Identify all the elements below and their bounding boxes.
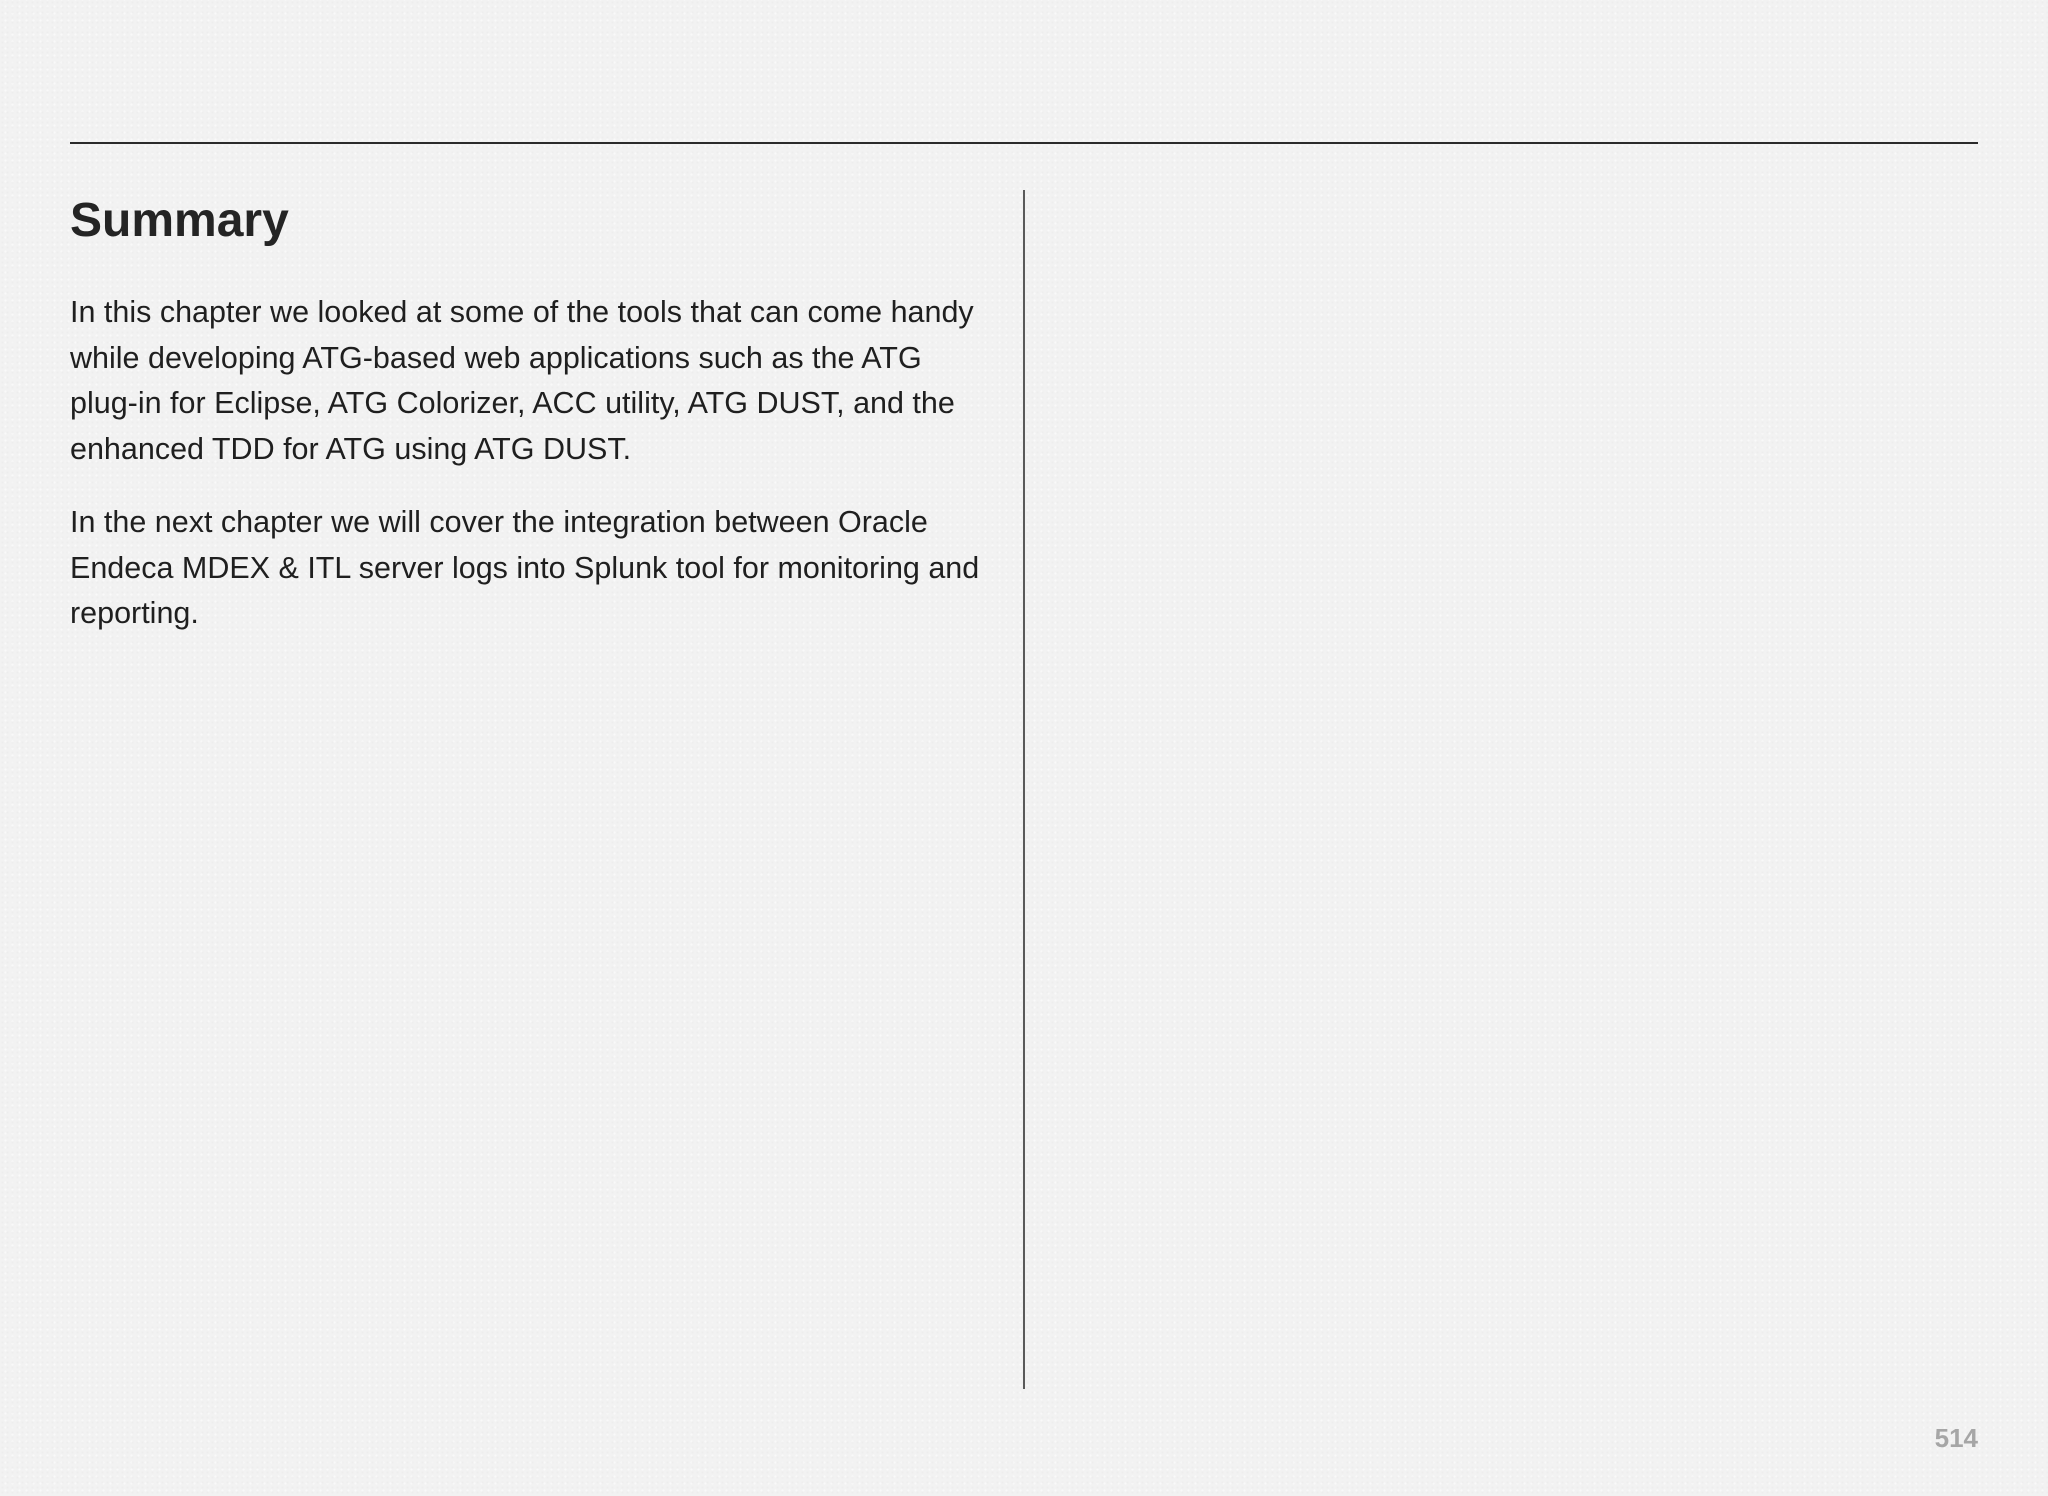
left-column bbox=[70, 188, 990, 665]
column-divider bbox=[1023, 190, 1025, 1389]
summary-paragraph-1: In this chapter we looked at some of the tools that can come handy while developing ATG-based web applications such as the ATG plug-in for Eclipse, ATG Colorizer, ACC utility, ATG DUST, and the enhanced TDD for ATG using ATG DUST. bbox=[70, 295, 974, 466]
summary-paragraph-2: In the next chapter we will cover the integration between Oracle Endeca MDEX & ITL server logs into Splunk tool for monitoring and reporting. bbox=[70, 505, 980, 630]
page-number: 514 bbox=[1934, 1423, 1978, 1453]
section-title: Summary bbox=[70, 194, 289, 247]
top-horizontal-rule bbox=[70, 142, 1978, 144]
